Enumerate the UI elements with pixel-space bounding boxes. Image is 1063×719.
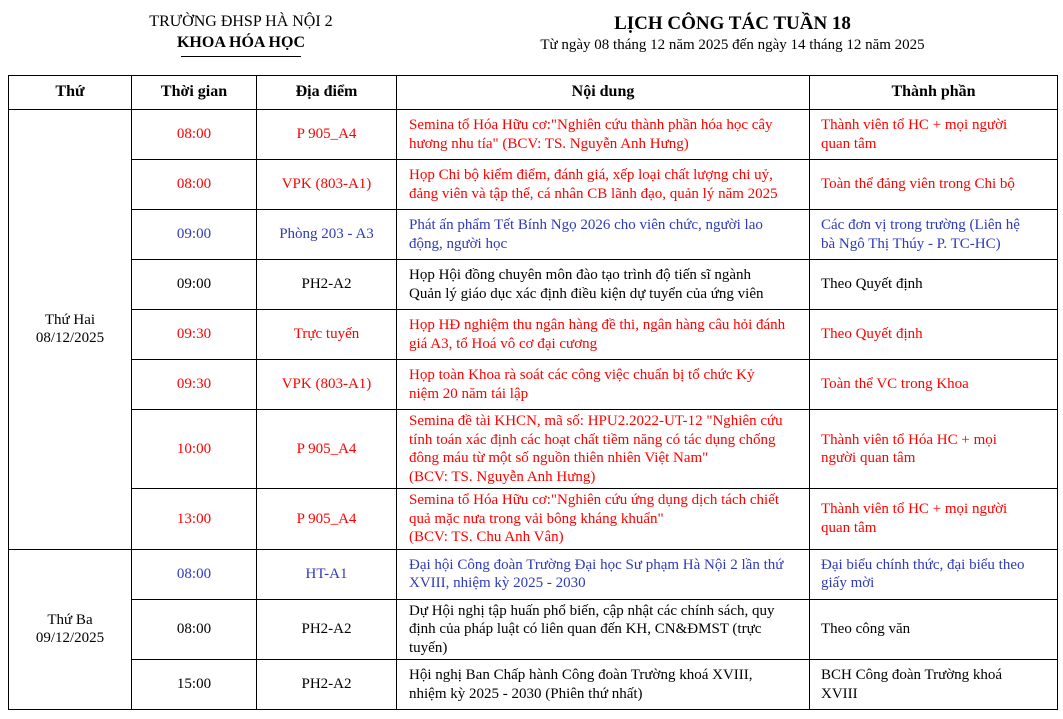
time-cell: 08:00 <box>132 160 257 210</box>
table-row <box>9 160 1058 210</box>
content-line: Hội nghị Ban Chấp hành Công đoàn Trường khoá XVIII, <box>409 667 753 683</box>
time-cell: 08:00 <box>132 549 257 599</box>
header-right <box>480 12 985 54</box>
content-line: XVIII, nhiệm kỳ 2025 - 2030 <box>409 575 586 591</box>
table-row <box>9 660 1058 710</box>
time-cell: 08:00 <box>132 599 257 660</box>
content-cell <box>397 260 810 310</box>
participants-line: quan tâm <box>821 519 877 536</box>
participants-cell <box>810 599 1058 660</box>
faculty-name: KHOA HÓA HỌC <box>176 34 305 51</box>
content-line: Họp Chi bộ kiểm điểm, đánh giá, xếp loại chất lượng chi uỷ, <box>409 167 773 183</box>
participants-cell <box>810 110 1058 160</box>
location-cell: P 905_A4 <box>257 410 397 489</box>
participants-line: Theo công văn <box>821 621 911 637</box>
location-cell: Trực tuyến <box>257 310 397 360</box>
table-row <box>9 360 1058 410</box>
content-line: Semina đề tài KHCN, mã số: HPU2.2022-UT-12 "Nghiên cứu <box>409 413 783 429</box>
content-cell <box>397 549 810 599</box>
table-row <box>9 549 1058 599</box>
col-header-day: Thứ <box>9 76 132 110</box>
content-line: (BCV: TS. Chu Anh Vân) <box>409 529 564 545</box>
participants-line: Toàn thể đảng viên trong Chi bộ <box>821 176 1015 193</box>
participants-cell <box>810 660 1058 710</box>
location-cell: P 905_A4 <box>257 110 397 160</box>
content-line: Quản lý giáo dục xác định điều kiện dự tuyển của ứng viên <box>409 285 764 302</box>
content-line: tính toán xác định các hoạt chất tiềm năng có tác dụng chống <box>409 431 776 448</box>
content-line: định của pháp luật có liên quan đến KH, CN&ĐMST (trực <box>409 621 762 637</box>
content-line: Semina tổ Hóa Hữu cơ:"Nghiên cứu ứng dụng dịch tách chiết <box>409 492 780 508</box>
content-line: (BCV: TS. Nguyễn Anh Hưng) <box>409 468 596 485</box>
content-cell <box>397 360 810 410</box>
content-line: đảng viên và tập thể, cá nhân CB lãnh đạo, quản lý năm 2025 <box>409 185 778 202</box>
content-line: nhiệm kỳ 2025 - 2030 (Phiên thứ nhất) <box>409 685 643 702</box>
school-name: TRƯỜNG ĐHSP HÀ NỘI 2 <box>149 13 333 30</box>
day-cell <box>9 110 132 550</box>
content-line: động, người học <box>409 235 508 252</box>
participants-line: Thành viên tổ HC + mọi người <box>821 117 1008 133</box>
day-name: Thứ Hai <box>44 311 96 328</box>
content-line: Phát ấn phẩm Tết Bính Ngọ 2026 cho viên chức, người lao <box>409 217 763 233</box>
content-cell <box>397 660 810 710</box>
table-row <box>9 599 1058 660</box>
content-cell <box>397 310 810 360</box>
location-cell: PH2-A2 <box>257 599 397 660</box>
table-row <box>9 210 1058 260</box>
location-cell: Phòng 203 - A3 <box>257 210 397 260</box>
participants-line: bà Ngô Thị Thúy - P. TC-HC) <box>821 235 1001 252</box>
location-cell: VPK (803-A1) <box>257 160 397 210</box>
page-title: LỊCH CÔNG TÁC TUẦN 18 <box>614 13 851 34</box>
content-line: Họp Hội đồng chuyên môn đào tạo trình độ tiến sĩ ngành <box>409 267 752 283</box>
day-cell <box>9 549 132 710</box>
time-cell: 10:00 <box>132 410 257 489</box>
time-cell: 15:00 <box>132 660 257 710</box>
content-line: Họp HĐ nghiệm thu ngân hàng đề thi, ngân hàng câu hỏi đánh <box>409 317 786 333</box>
col-header-location: Địa điểm <box>257 76 397 110</box>
content-line: Semina tổ Hóa Hữu cơ:"Nghiên cứu thành phần hóa học cây <box>409 117 773 133</box>
time-cell: 09:00 <box>132 210 257 260</box>
location-cell: VPK (803-A1) <box>257 360 397 410</box>
participants-line: Các đơn vị trong trường (Liên hệ <box>821 217 1020 233</box>
participants-line: Thành viên tổ Hóa HC + mọi <box>821 431 997 448</box>
content-line: giá A3, tổ Hoá vô cơ đại cương <box>409 335 598 352</box>
content-line: hương nhu tía" (BCV: TS. Nguyễn Anh Hưng) <box>409 135 689 152</box>
participants-cell <box>810 260 1058 310</box>
content-line: Đại hội Công đoàn Trường Đại học Sư phạm Hà Nội 2 lần thứ <box>409 556 784 573</box>
time-cell: 13:00 <box>132 489 257 550</box>
participants-line: Đại biểu chính thức, đại biểu theo <box>821 556 1025 573</box>
participants-cell <box>810 549 1058 599</box>
participants-cell <box>810 360 1058 410</box>
time-cell: 09:30 <box>132 360 257 410</box>
participants-line: Theo Quyết định <box>821 276 923 293</box>
content-cell <box>397 160 810 210</box>
col-header-participants: Thành phần <box>810 76 1058 110</box>
schedule-table <box>8 75 1058 710</box>
content-line: tuyến) <box>409 639 448 656</box>
content-cell <box>397 210 810 260</box>
time-cell: 09:30 <box>132 310 257 360</box>
table-row <box>9 410 1058 489</box>
content-line: Họp toàn Khoa rà soát các công việc chuẩn bị tổ chức Kỷ <box>409 367 755 383</box>
participants-cell <box>810 489 1058 550</box>
table-row <box>9 310 1058 360</box>
content-line: Dự Hội nghị tập huấn phổ biến, cập nhật các chính sách, quy <box>409 602 775 619</box>
content-line: quả mặc nưa trong vải bông kháng khuẩn" <box>409 510 664 527</box>
participants-cell <box>810 410 1058 489</box>
participants-line: quan tâm <box>821 135 877 152</box>
content-cell <box>397 410 810 489</box>
content-line: niệm 20 năm tái lập <box>409 385 529 402</box>
header-left <box>110 12 372 57</box>
participants-line: Theo Quyết định <box>821 326 923 343</box>
participants-line: Thành viên tổ HC + mọi người <box>821 501 1008 518</box>
participants-cell <box>810 160 1058 210</box>
participants-line: XVIII <box>821 685 858 702</box>
time-cell: 09:00 <box>132 260 257 310</box>
time-cell: 08:00 <box>132 110 257 160</box>
location-cell: PH2-A2 <box>257 660 397 710</box>
date-range: Từ ngày 08 tháng 12 năm 2025 đến ngày 14 tháng 12 năm 2025 <box>540 37 925 53</box>
header-underline <box>181 56 301 57</box>
day-date: 09/12/2025 <box>35 630 105 647</box>
table-row <box>9 260 1058 310</box>
location-cell: P 905_A4 <box>257 489 397 550</box>
participants-cell <box>810 210 1058 260</box>
content-cell <box>397 110 810 160</box>
content-line: đông máu từ một số nguồn thiên nhiên Việt Nam" <box>409 450 709 466</box>
col-header-content: Nội dung <box>397 76 810 110</box>
content-cell <box>397 599 810 660</box>
participants-line: giấy mời <box>821 575 875 591</box>
day-date: 08/12/2025 <box>35 330 105 347</box>
table-row <box>9 489 1058 550</box>
table-row <box>9 110 1058 160</box>
content-cell <box>397 489 810 550</box>
participants-cell <box>810 310 1058 360</box>
schedule-body <box>9 110 1058 710</box>
day-name: Thứ Ba <box>47 611 93 628</box>
participants-line: Toàn thể VC trong Khoa <box>821 376 969 393</box>
col-header-time: Thời gian <box>132 76 257 110</box>
participants-line: BCH Công đoàn Trường khoá <box>821 667 1003 683</box>
location-cell: PH2-A2 <box>257 260 397 310</box>
location-cell: HT-A1 <box>257 549 397 599</box>
table-header-row <box>9 76 1058 110</box>
participants-line: người quan tâm <box>821 450 916 466</box>
